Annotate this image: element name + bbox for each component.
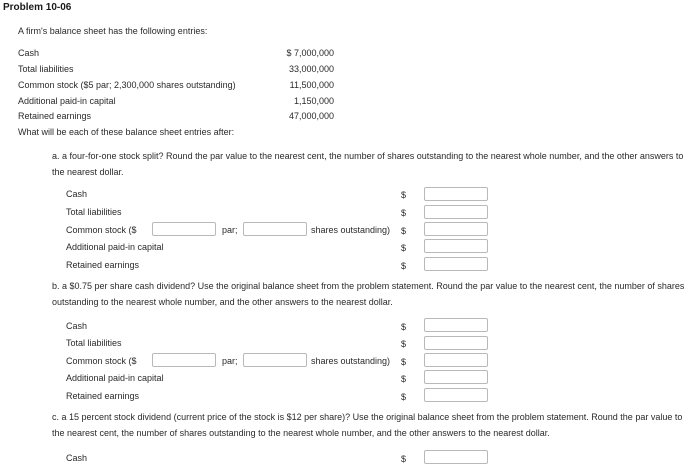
cash-label: Cash	[66, 453, 88, 463]
part-b-total-liabilities-input[interactable]	[424, 336, 488, 350]
par-label: par;	[222, 356, 238, 366]
shares-outstanding-label: shares outstanding)	[311, 356, 391, 366]
part-a-total-liabilities-input[interactable]	[424, 205, 488, 219]
part-a-par-input[interactable]	[152, 222, 216, 236]
part-b-apic-input[interactable]	[424, 370, 488, 384]
entry-value: 1,150,000	[293, 96, 334, 106]
dollar-sign: $	[401, 322, 407, 332]
part-b-retained-earnings-input[interactable]	[424, 388, 488, 402]
dollar-sign: $	[401, 208, 407, 218]
part-a-question: a. a four-for-one stock split? Round the par value to the nearest cent, the number of shares outstanding to the nearest whole number, and the other answers to the nearest dollar.	[52, 151, 684, 177]
part-a-common-stock-input[interactable]	[424, 222, 488, 236]
total-liabilities-label: Total liabilities	[66, 338, 122, 348]
entry-value: $ 7,000,000	[286, 48, 334, 58]
part-c-cash-input[interactable]	[424, 450, 488, 464]
entry-value: 47,000,000	[288, 111, 334, 121]
cash-label: Cash	[66, 321, 88, 331]
part-b-cash-input[interactable]	[424, 318, 488, 332]
part-c-question: c. a 15 percent stock dividend (current price of the stock is $12 per share)? Use the original balance sheet from the problem statement. Round the par value to the nearest cent, the number of shares outstanding to the nearest whole number, and the other answers to the nearest dollar.	[52, 412, 683, 438]
part-a-cash-input[interactable]	[424, 187, 488, 201]
entry-label: Total liabilities	[18, 64, 74, 74]
part-b-par-input[interactable]	[152, 353, 216, 367]
dollar-sign: $	[401, 261, 407, 271]
question-text: What will be each of these balance sheet entries after:	[18, 127, 235, 137]
retained-earnings-label: Retained earnings	[66, 391, 140, 401]
cash-label: Cash	[66, 189, 88, 199]
entry-label: Cash	[18, 48, 40, 58]
shares-outstanding-label: shares outstanding)	[311, 225, 391, 235]
dollar-sign: $	[401, 392, 407, 402]
dollar-sign: $	[401, 190, 407, 200]
common-stock-label: Common stock ($	[66, 225, 137, 235]
entry-value: 11,500,000	[289, 80, 334, 90]
intro-text: A firm's balance sheet has the following entries:	[18, 26, 208, 36]
part-a-shares-input[interactable]	[243, 222, 307, 236]
common-stock-label: Common stock ($	[66, 356, 137, 366]
entry-label: Common stock ($5 par; 2,300,000 shares outstanding)	[18, 80, 236, 90]
dollar-sign: $	[401, 339, 407, 349]
dollar-sign: $	[401, 357, 407, 367]
dollar-sign: $	[401, 374, 407, 384]
total-liabilities-label: Total liabilities	[66, 207, 122, 217]
retained-earnings-label: Retained earnings	[66, 260, 140, 270]
par-label: par;	[222, 225, 238, 235]
part-b-shares-input[interactable]	[243, 353, 307, 367]
part-a-apic-input[interactable]	[424, 239, 488, 253]
part-a-retained-earnings-input[interactable]	[424, 257, 488, 271]
entry-label: Additional paid-in capital	[18, 96, 116, 106]
dollar-sign: $	[401, 226, 407, 236]
dollar-sign: $	[401, 243, 407, 253]
dollar-sign: $	[401, 454, 407, 464]
entry-value: 33,000,000	[288, 64, 334, 74]
problem-title: Problem 10-06	[3, 2, 72, 13]
apic-label: Additional paid-in capital	[66, 373, 164, 383]
part-b-common-stock-input[interactable]	[424, 353, 488, 367]
apic-label: Additional paid-in capital	[66, 242, 164, 252]
part-b-question: b. a $0.75 per share cash dividend? Use the original balance sheet from the problem statement. Round the par value to the nearest cent, the number of shares outstanding to the nearest whole number, and the other answers to the nearest dollar.	[52, 281, 685, 307]
entry-label: Retained earnings	[18, 111, 92, 121]
